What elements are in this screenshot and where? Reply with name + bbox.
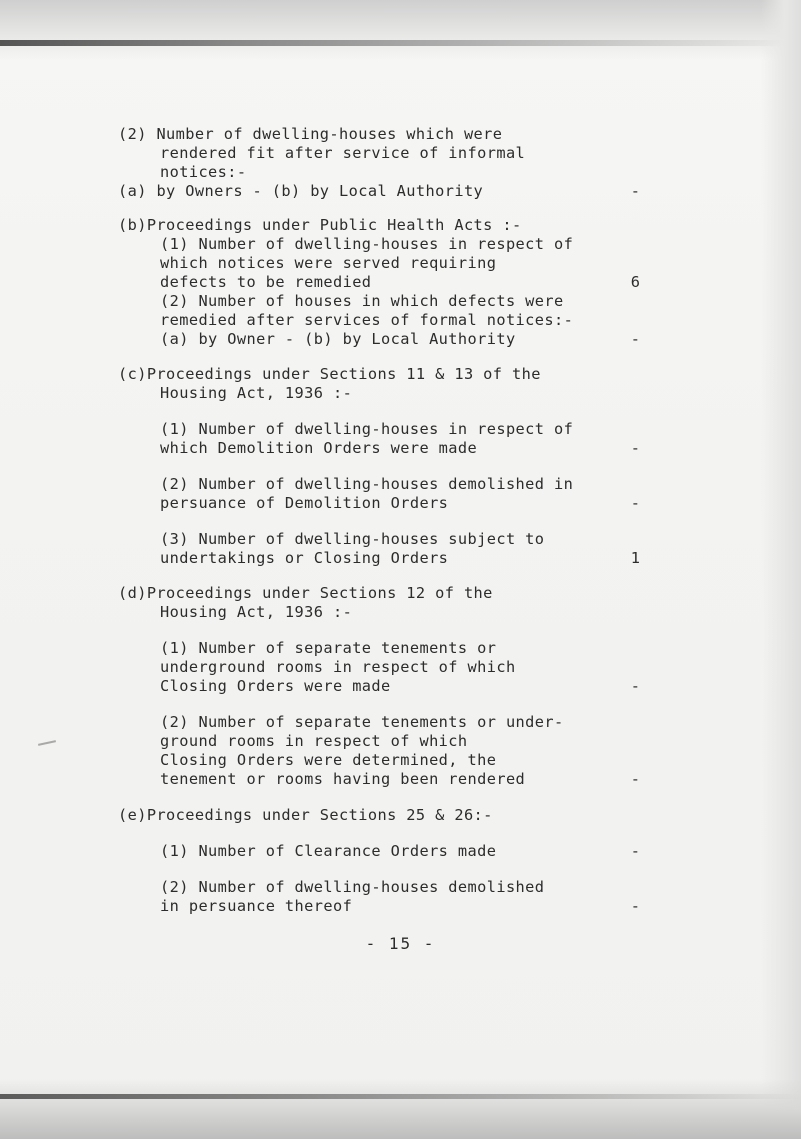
page-number: - 15 - bbox=[365, 934, 436, 953]
text-line: ground rooms in respect of which bbox=[160, 732, 468, 750]
text-line: remedied after services of formal notices:- bbox=[160, 311, 574, 329]
value-cell: - bbox=[630, 897, 640, 915]
value-cell: - bbox=[630, 770, 640, 788]
text-line: undertakings or Closing Orders bbox=[160, 549, 449, 567]
text-line: Housing Act, 1936 :- bbox=[160, 603, 353, 621]
section-heading: (e)Proceedings under Sections 25 & 26:- bbox=[118, 806, 493, 824]
value-cell: - bbox=[630, 182, 640, 200]
section-heading: (d)Proceedings under Sections 12 of the bbox=[118, 584, 493, 602]
text-line: rendered fit after service of informal bbox=[160, 144, 526, 162]
text-line: Closing Orders were determined, the bbox=[160, 751, 497, 769]
value-cell: - bbox=[630, 842, 640, 860]
text-line: in persuance thereof bbox=[160, 897, 353, 915]
section-heading: (c)Proceedings under Sections 11 & 13 of the bbox=[118, 365, 541, 383]
text-line: Closing Orders were made bbox=[160, 677, 391, 695]
text-line: (1) Number of separate tenements or bbox=[160, 639, 497, 657]
text-line: (a) by Owners - (b) by Local Authority bbox=[118, 182, 484, 200]
text-line: defects to be remedied bbox=[160, 273, 372, 291]
text-line: (2) Number of dwelling-houses demolished bbox=[160, 878, 545, 896]
text-line: (3) Number of dwelling-houses subject to bbox=[160, 530, 545, 548]
value-cell: 6 bbox=[630, 273, 640, 291]
value-cell: - bbox=[630, 677, 640, 695]
value-cell: 1 bbox=[630, 549, 640, 567]
value-cell: - bbox=[630, 330, 640, 348]
text-line: (2) Number of houses in which defects were bbox=[160, 292, 564, 310]
text-line: (1) Number of Clearance Orders made bbox=[160, 842, 497, 860]
text-line: Housing Act, 1936 :- bbox=[160, 384, 353, 402]
text-line: (2) Number of dwelling-houses demolished in bbox=[160, 475, 574, 493]
text-line: (1) Number of dwelling-houses in respect of bbox=[160, 235, 574, 253]
text-line: which Demolition Orders were made bbox=[160, 439, 478, 457]
text-line: notices:- bbox=[160, 163, 247, 181]
value-cell: - bbox=[630, 494, 640, 512]
text-line: (2) Number of separate tenements or under- bbox=[160, 713, 564, 731]
text-line: which notices were served requiring bbox=[160, 254, 497, 272]
value-cell: - bbox=[630, 439, 640, 457]
text-line: underground rooms in respect of which bbox=[160, 658, 516, 676]
section-heading: (b)Proceedings under Public Health Acts :- bbox=[118, 216, 522, 234]
text-line: (2) Number of dwelling-houses which were bbox=[118, 125, 503, 143]
text-line: tenement or rooms having been rendered bbox=[160, 770, 526, 788]
text-line: (a) by Owner - (b) by Local Authority bbox=[160, 330, 516, 348]
text-line: (1) Number of dwelling-houses in respect of bbox=[160, 420, 574, 438]
text-line: persuance of Demolition Orders bbox=[160, 494, 449, 512]
